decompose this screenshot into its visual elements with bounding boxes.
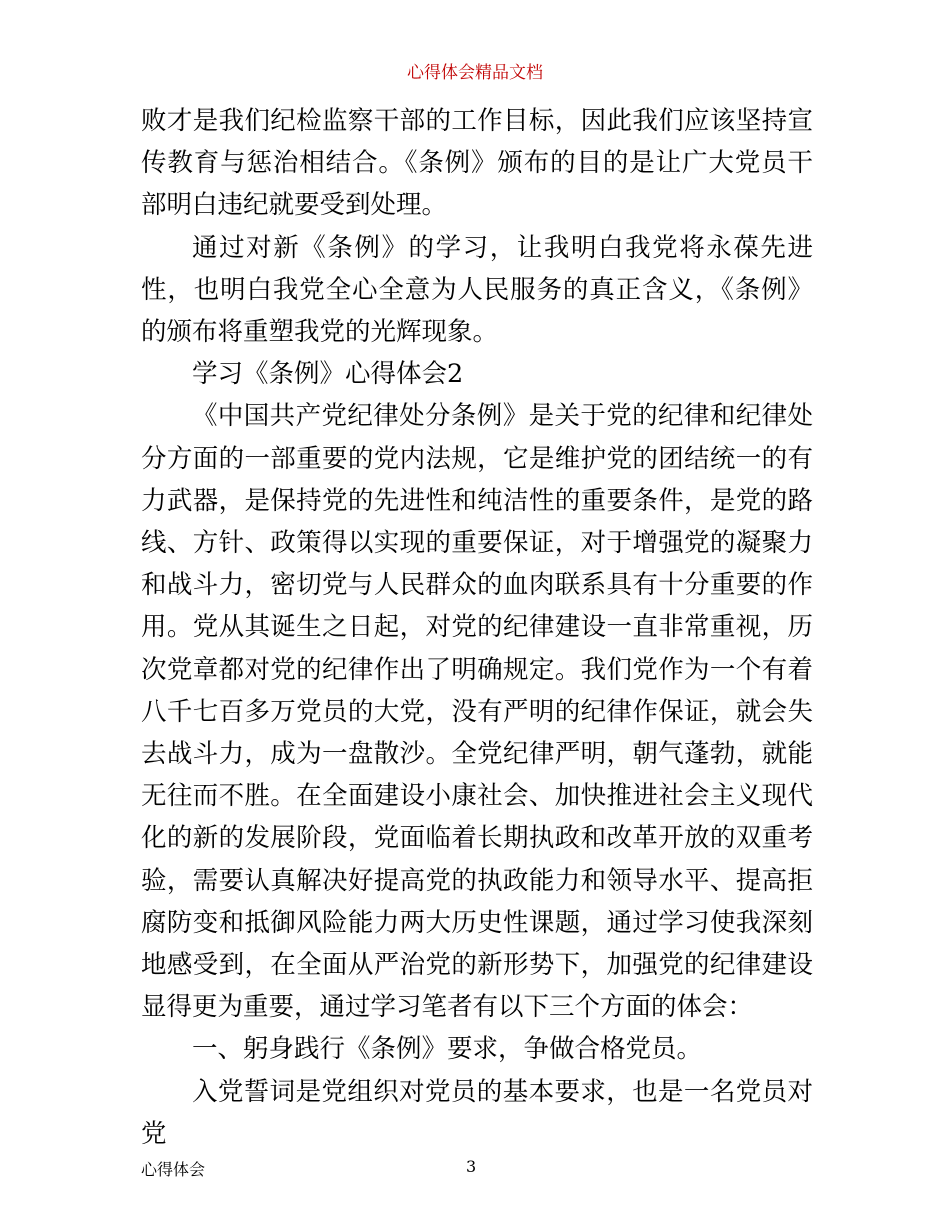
paragraph: 入党誓词是党组织对党员的基本要求，也是一名党员对党 xyxy=(141,1076,813,1149)
page-header-title: 心得体会精品文档 xyxy=(407,63,543,83)
paragraph: 《中国共产党纪律处分条例》是关于党的纪律和纪律处分方面的一部重要的党内法规，它是维护党的团结统一的有力武器，是保持党的先进性和纯洁性的重要条件，是党的路线、方针、政策得以实现的重要保证，对于增强党的凝聚力和战斗力，密切党与人民群众的血肉联系具有十分重要的作用。党从其诞生之日起，对党的纪律建设一直非常重视，历次党章都对党的纪律作出了明确规定。我们党作为一个有着八千七百多万党员的大党，没有严明的纪律作保证，就会失去战斗力，成为一盘散沙。全党纪律严明，朝气蓬勃，就能无往而不胜。在全面建设小康社会、加快推进社会主义现代化的新的发展阶段，党面临着长期执政和改革开放的双重考验，需要认真解决好提高党的执政能力和领导水平、提高拒腐防变和抵御风险能力两大历史性课题，通过学习使我深刻地感受到，在全面从严治党的新形势下，加强党的纪律建设显得更为重要，通过学习笔者有以下三个方面的体会： xyxy=(141,401,813,1023)
document-body xyxy=(141,100,813,1155)
paragraph: 败才是我们纪检监察干部的工作目标，因此我们应该坚持宣传教育与惩治相结合。《条例》颁布的目的是让广大党员干部明白违纪就要受到处理。 xyxy=(141,106,813,221)
footer-label: 心得体会 xyxy=(141,1160,206,1179)
section-heading: 学习《条例》心得体会2 xyxy=(192,359,464,390)
paragraph: 通过对新《条例》的学习，让我明白我党将永葆先进性，也明白我党全心全意为人民服务的真正含义，《条例》的颁布将重塑我党的光辉现象。 xyxy=(141,232,813,348)
subsection-heading: 一、躬身践行《条例》要求，争做合格党员。 xyxy=(192,1034,703,1065)
page-number: 3 xyxy=(466,1157,477,1176)
